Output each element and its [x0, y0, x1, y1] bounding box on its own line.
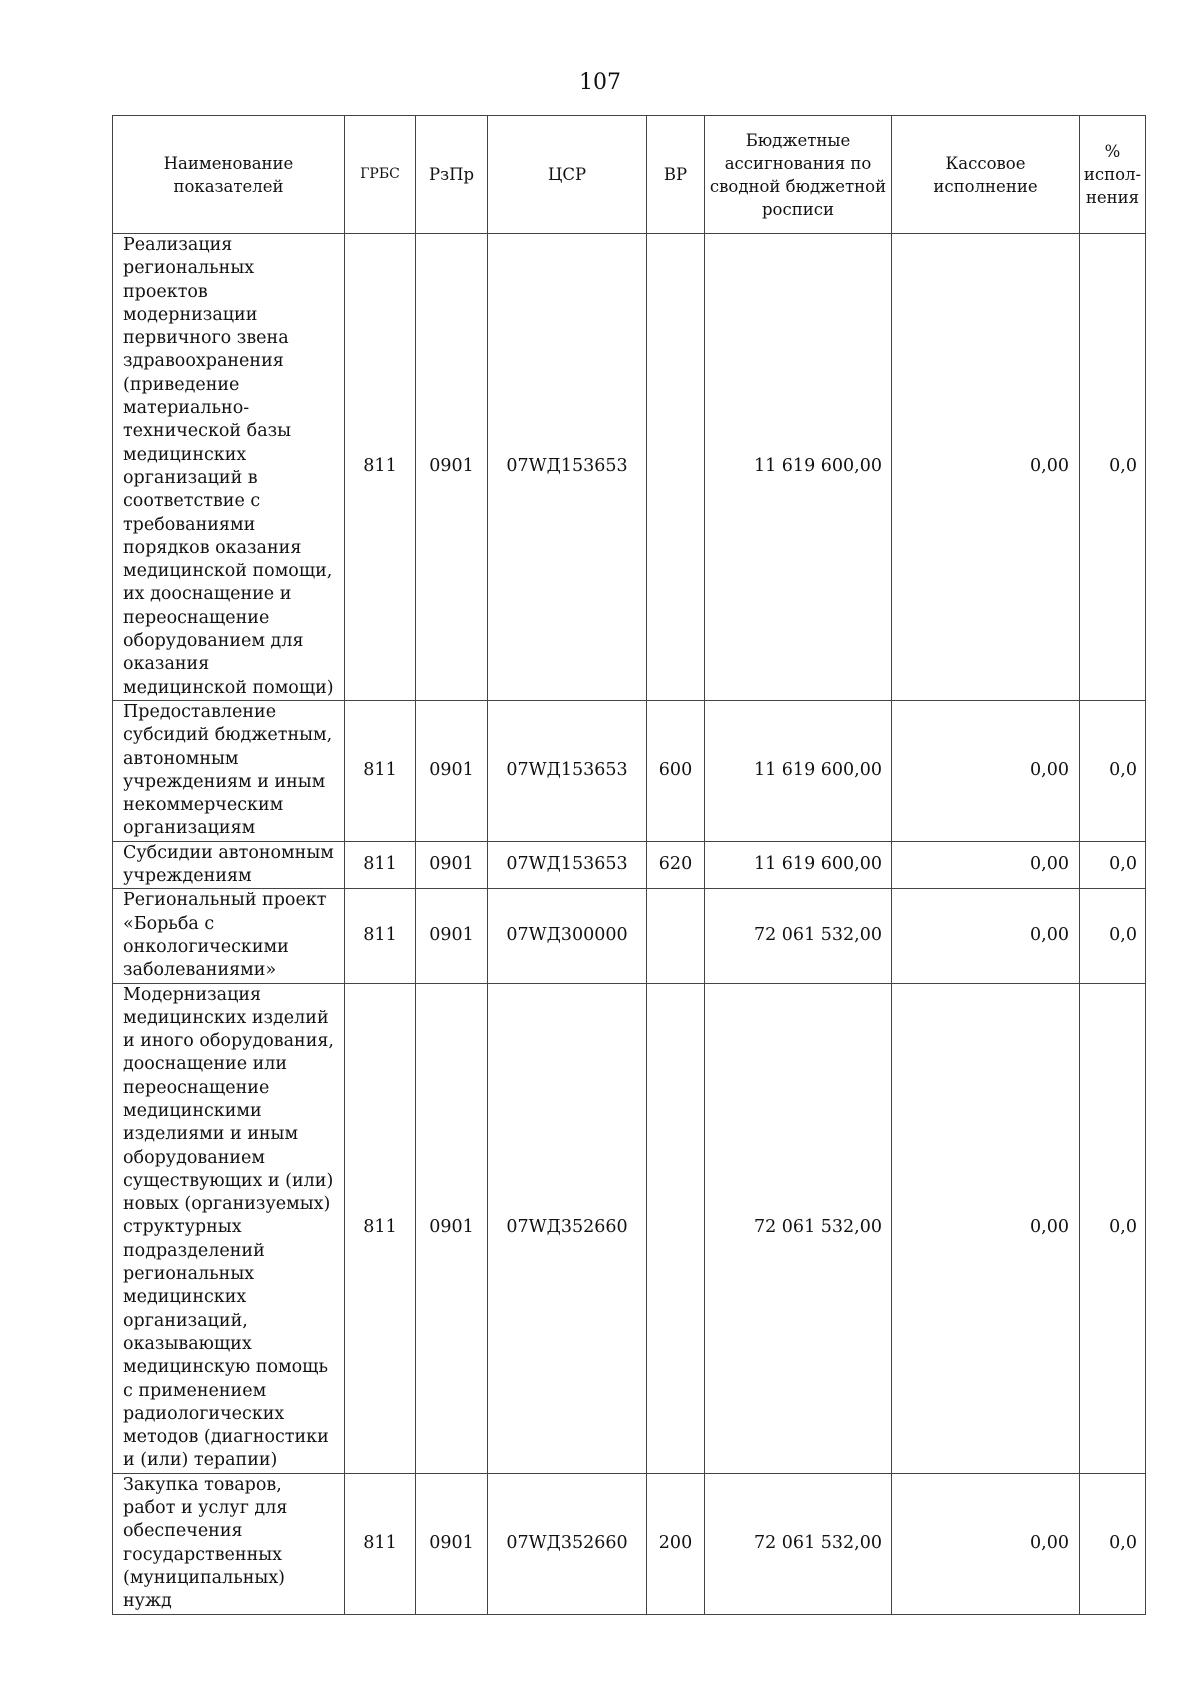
table-row	[113, 983, 1146, 1473]
row-grbs: 811	[345, 234, 416, 701]
table-row	[113, 234, 1146, 701]
row-grbs: 811	[345, 889, 416, 983]
row-name: Реализация региональных проектов модернизации первичного звена здравоохранения (приведение материально-технической базы медицинских организаций в соответствие с требованиями порядков оказания медицинской помощи, их дооснащение и переоснащение оборудованием для оказания медицинской помощи)	[113, 234, 345, 701]
table-row	[113, 700, 1146, 841]
header-assignments: Бюджетные ассигнования по сводной бюджетной росписи	[705, 116, 892, 234]
row-percent: 0,0	[1080, 841, 1146, 889]
row-cash: 0,00	[892, 1473, 1080, 1614]
row-percent: 0,0	[1080, 234, 1146, 701]
row-name: Региональный проект «Борьба с онкологическими заболеваниями»	[113, 889, 345, 983]
row-name: Закупка товаров, работ и услуг для обеспечения государственных (муниципальных) нужд	[113, 1473, 345, 1614]
header-cash: Кассовое исполнение	[892, 116, 1080, 234]
row-cash: 0,00	[892, 889, 1080, 983]
row-assignments: 11 619 600,00	[705, 841, 892, 889]
row-grbs: 811	[345, 983, 416, 1473]
row-name: Предоставление субсидий бюджетным, автономным учреждениям и иным некоммерческим организациям	[113, 700, 345, 841]
header-name: Наименование показателей	[113, 116, 345, 234]
row-csr: 07WД153653	[488, 700, 647, 841]
table-row	[113, 841, 1146, 889]
header-grbs: ГРБС	[345, 116, 416, 234]
row-vr	[647, 234, 705, 701]
row-rzpr: 0901	[416, 234, 488, 701]
row-name: Модернизация медицинских изделий и иного оборудования, дооснащение или переоснащение медицинскими изделиями и иным оборудованием существующих и (или) новых (организуемых) структурных подразделений региональных медицинских организаций, оказывающих медицинскую помощь с применением радиологических методов (диагностики и (или) терапии)	[113, 983, 345, 1473]
row-grbs: 811	[345, 700, 416, 841]
table-row	[113, 1473, 1146, 1614]
budget-execution-table	[112, 115, 1146, 1615]
row-assignments: 72 061 532,00	[705, 1473, 892, 1614]
row-assignments: 72 061 532,00	[705, 983, 892, 1473]
table-row	[113, 889, 1146, 983]
row-percent: 0,0	[1080, 700, 1146, 841]
row-name: Субсидии автономным учреждениям	[113, 841, 345, 889]
header-percent: % испол-нения	[1080, 116, 1146, 234]
row-vr: 600	[647, 700, 705, 841]
row-csr: 07WД352660	[488, 1473, 647, 1614]
row-rzpr: 0901	[416, 983, 488, 1473]
row-percent: 0,0	[1080, 983, 1146, 1473]
row-assignments: 11 619 600,00	[705, 700, 892, 841]
row-csr: 07WД300000	[488, 889, 647, 983]
row-rzpr: 0901	[416, 841, 488, 889]
row-assignments: 72 061 532,00	[705, 889, 892, 983]
row-csr: 07WД352660	[488, 983, 647, 1473]
row-csr: 07WД153653	[488, 234, 647, 701]
page-number: 107	[579, 70, 621, 95]
table-header-row	[113, 116, 1146, 234]
row-cash: 0,00	[892, 700, 1080, 841]
row-vr: 620	[647, 841, 705, 889]
row-vr: 200	[647, 1473, 705, 1614]
row-csr: 07WД153653	[488, 841, 647, 889]
row-percent: 0,0	[1080, 1473, 1146, 1614]
row-percent: 0,0	[1080, 889, 1146, 983]
header-vr: ВР	[647, 116, 705, 234]
row-grbs: 811	[345, 841, 416, 889]
row-rzpr: 0901	[416, 700, 488, 841]
row-rzpr: 0901	[416, 1473, 488, 1614]
row-grbs: 811	[345, 1473, 416, 1614]
row-cash: 0,00	[892, 234, 1080, 701]
row-vr	[647, 983, 705, 1473]
header-csr: ЦСР	[488, 116, 647, 234]
row-rzpr: 0901	[416, 889, 488, 983]
row-cash: 0,00	[892, 841, 1080, 889]
row-cash: 0,00	[892, 983, 1080, 1473]
header-rzpr: РзПр	[416, 116, 488, 234]
row-vr	[647, 889, 705, 983]
row-assignments: 11 619 600,00	[705, 234, 892, 701]
